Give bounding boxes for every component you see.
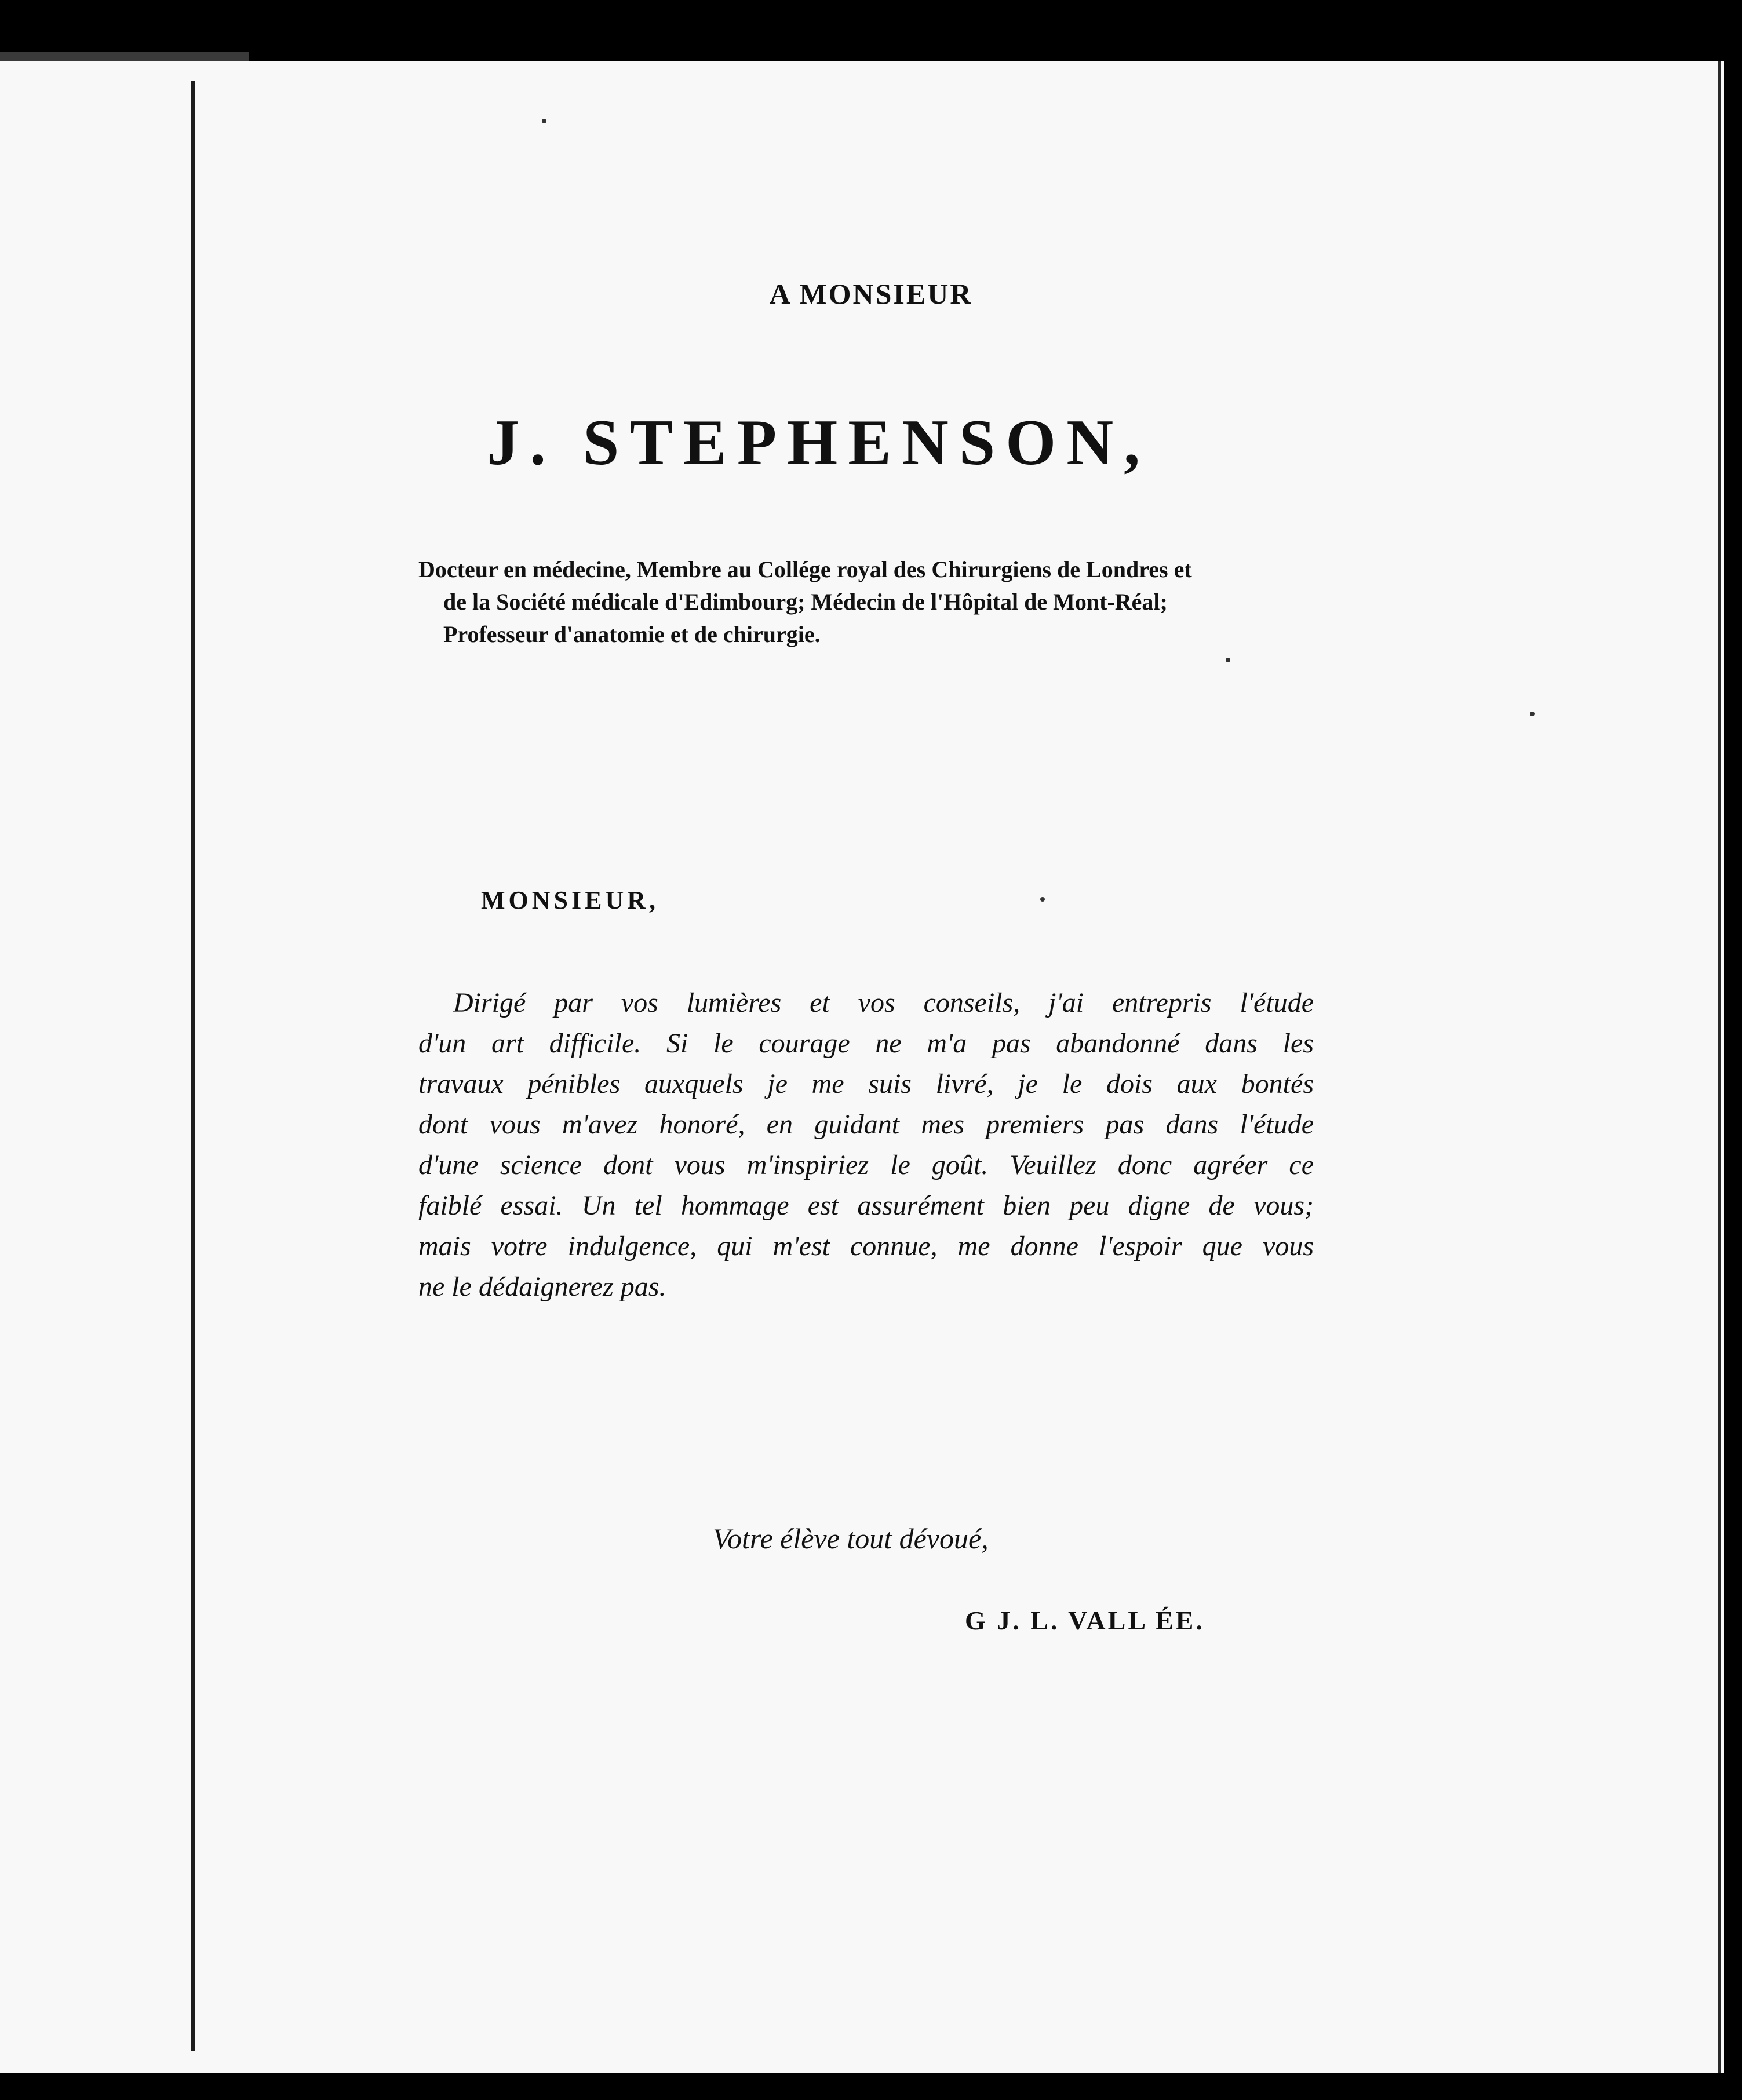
- addressee-heading: A MONSIEUR: [769, 278, 973, 310]
- signature: G J. L. VALL ÉE.: [965, 1606, 1205, 1635]
- letter-line: Dirigé par vos lumières et vos conseils, j'ai entrepris l'étude: [453, 987, 1314, 1018]
- paper-speck: [1040, 897, 1045, 902]
- letter-line: faiblé essai. Un tel hommage est assurément bien peu digne de vous;: [418, 1190, 1314, 1221]
- binding-line: [191, 81, 195, 2051]
- credentials-line: Docteur en médecine, Membre au Collége royal des Chirurgiens de Londres et: [418, 556, 1192, 582]
- recipient-credentials: [418, 553, 1192, 651]
- recipient-name: J. STEPHENSON,: [487, 407, 1151, 479]
- letter-line: travaux pénibles auxquels je me suis livré, je le dois aux bontés: [418, 1069, 1314, 1099]
- letter-line: ne le dédaignerez pas.: [418, 1271, 666, 1302]
- letter-line: d'un art difficile. Si le courage ne m'a pas abandonné dans les: [418, 1028, 1314, 1059]
- paper-speck: [1226, 658, 1230, 662]
- credentials-line: Professeur d'anatomie et de chirurgie.: [443, 621, 821, 647]
- paper-speck: [542, 119, 546, 123]
- letter-line: dont vous m'avez honoré, en guidant mes premiers pas dans l'étude: [418, 1109, 1314, 1140]
- letter-body: [418, 983, 1314, 1307]
- letter-line: mais votre indulgence, qui m'est connue, me donne l'espoir que vous: [418, 1231, 1314, 1262]
- paper-speck: [1530, 712, 1535, 716]
- credentials-line: de la Société médicale d'Edimbourg; Médecin de l'Hôpital de Mont-Réal;: [443, 589, 1168, 615]
- salutation: MONSIEUR,: [481, 886, 659, 914]
- letter-line: d'une science dont vous m'inspiriez le goût. Veuillez donc agréer ce: [418, 1150, 1314, 1180]
- page-right-edge: [1718, 61, 1721, 2073]
- closing-phrase: Votre élève tout dévoué,: [713, 1522, 989, 1555]
